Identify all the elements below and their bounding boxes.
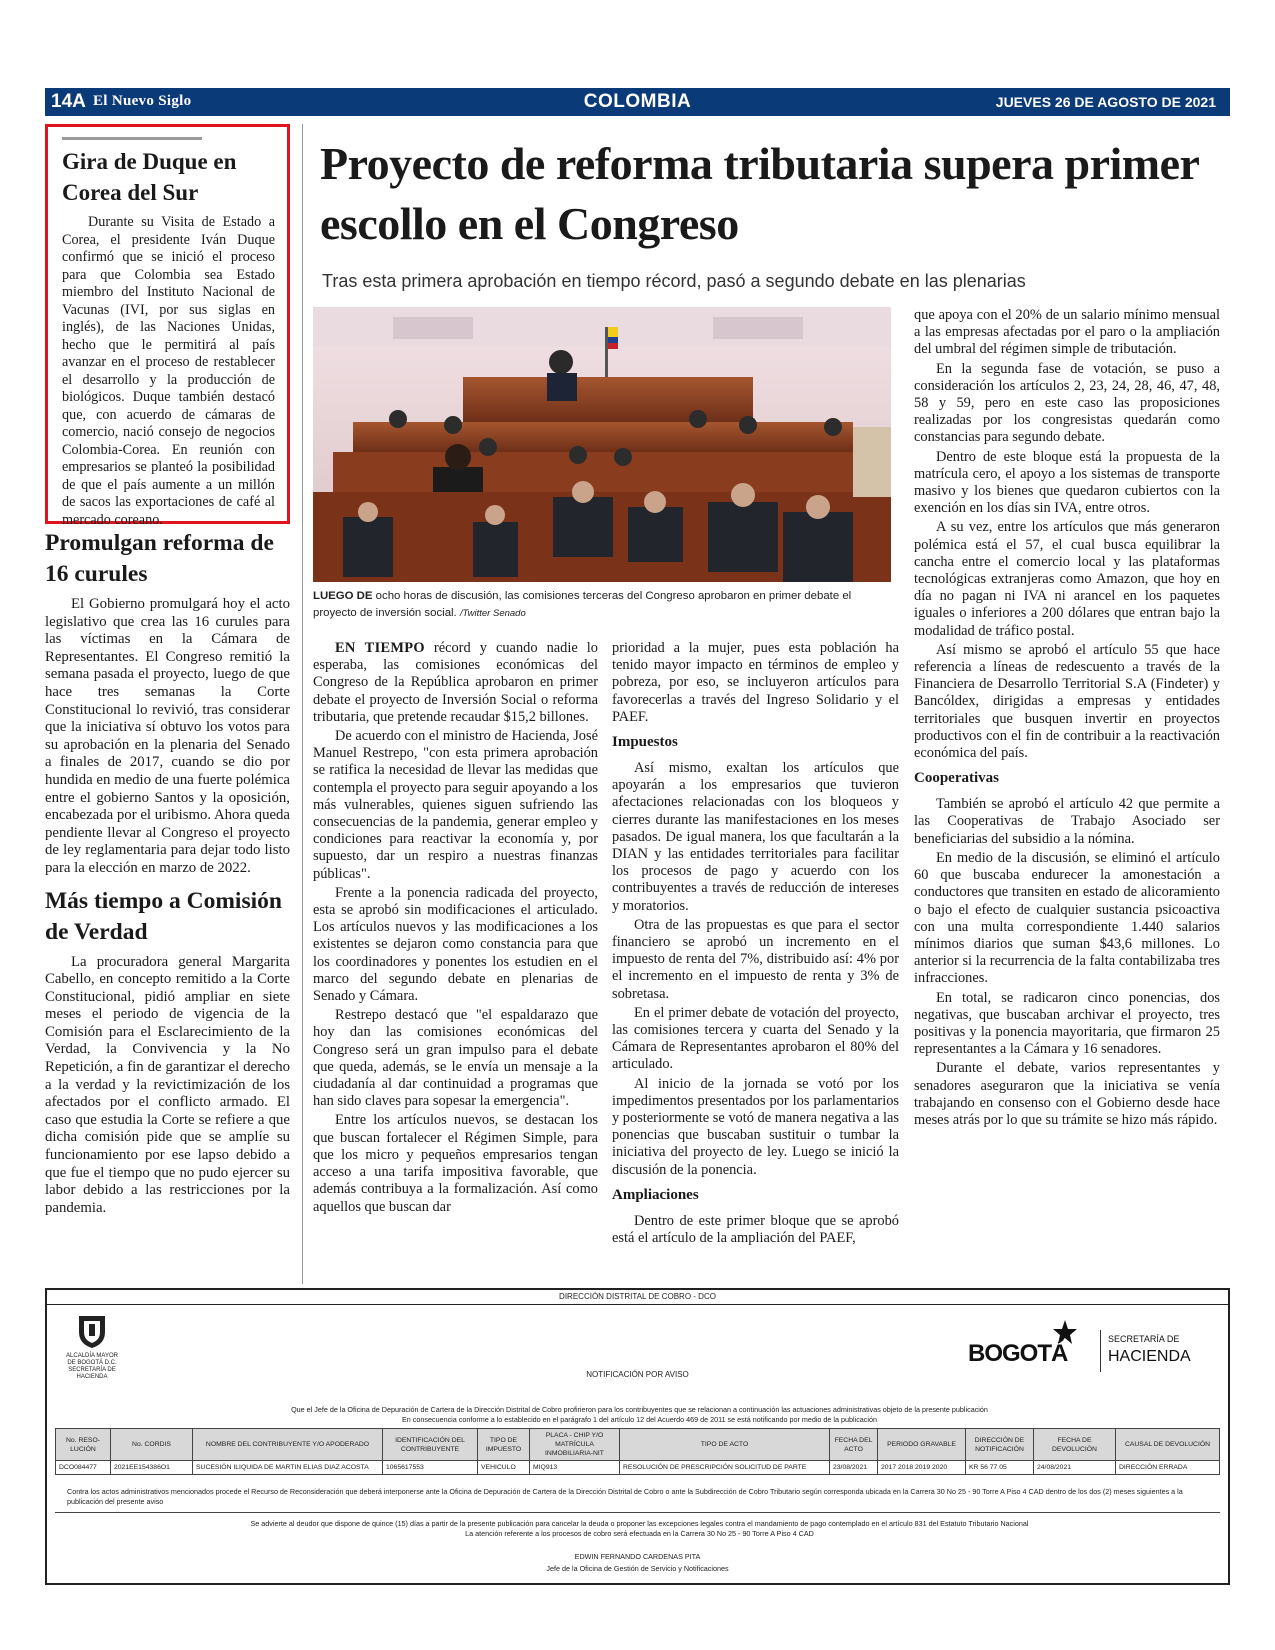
column-divider [302, 124, 303, 1284]
paragraph: Dentro de este primer bloque que se aprobó está el artículo de la ampliación del PAEF, [612, 1212, 899, 1247]
brief-body: El Gobierno promulgará hoy el acto legislativo que crea las 16 curules para las víctimas en la Cámara de Representantes. El Congreso remitió la semana pasada el proyecto, luego de que hace tres semanas la Corte Constitucional lo revivió, tras considerar que la iniciativa sí obtuvo los votos para su aprobación en la plenaria del Senado a finales de 2017, cuando se dio por hundida en medio de una fuerte polémica entre el gobierno Santos y la oposición, encabezada por el uribismo. Ahora queda pendiente llevar al Congreso el proyecto de ley reglamentaria para dejar todo listo para la elección en marzo de 2022. [45, 596, 290, 876]
table-cell: KR 56 77 05 [966, 1461, 1034, 1475]
congress-session-illustration [313, 307, 891, 582]
column-header: CAUSAL DE DEVOLUCIÓN [1116, 1429, 1220, 1461]
notice-rule [47, 1304, 1228, 1305]
table-cell: 24/08/2021 [1034, 1461, 1116, 1475]
section-header-bar [45, 88, 1230, 116]
table-cell: 2021EE154386O1 [111, 1461, 193, 1475]
page-number: 14A [51, 91, 86, 112]
bogota-wordmark: BOGOTÁ [968, 1340, 1068, 1367]
paragraph: En medio de la discusión, se eliminó el artículo 60 que buscaba endurecer la amonestación a conductores que transiten en estado de alicoramiento o bajo el efecto de cualquier sustancia psicoactiva con una multa correspondiente 1.440 salarios mínimos diarios que suman $43,6 millones. Lo anterior si la recurrencia de la falta contabilizaba tres infracciones. [914, 849, 1220, 987]
brief-16-curules [45, 528, 290, 878]
notice-intro-line: Que el Jefe de la Oficina de Depuración de Cartera de la Dirección Distrital de Cobro profirieron para los contribuyentes que se relacionan a continuación las actuaciones administrativas objeto de la presente publicación [291, 1405, 988, 1414]
notice-title: NOTIFICACIÓN POR AVISO [586, 1370, 689, 1379]
table-cell: SUCESIÓN ILIQUIDA DE MARTIN ELIAS DIAZ ACOSTA [193, 1461, 383, 1475]
column-header: No. CORDIS [111, 1429, 193, 1461]
column-header: TIPO DE IMPUESTO [478, 1429, 530, 1461]
column-header: TIPO DE ACTO [620, 1429, 830, 1461]
paragraph: A su vez, entre los artículos que más generaron polémica está el 57, el cual busca equilibrar la cancha entre el comercio local y las plataformas tecnológicas extranjeras como Amazon, que hoy en día no pagan ni IVA ni arancel en los paquetes iguales o inferiores a 200 dólares que entran bajo la modalidad de tráfico postal. [914, 519, 1220, 639]
paragraph: Así mismo se aprobó el artículo 55 que hace referencia a líneas de redescuento a través de la Financiera de Desarrollo Territorial S.A (Findeter) y Bancóldex, dirigidas a empresas y entidades territoriales que busquen invertir en proyectos productivos con el fin de contribuir a la reactivación económica del país. [914, 641, 1220, 762]
notice-department: DIRECCIÓN DISTRITAL DE COBRO - DCO [559, 1292, 716, 1301]
article-column-3 [914, 307, 1220, 1131]
table-cell: DIRECCIÓN ERRADA [1116, 1461, 1220, 1475]
article-column-1 [313, 640, 598, 1218]
paragraph: Así mismo, exaltan los artículos que apoyarán a los empresarios que tuvieron afectaciones relacionadas con los bloqueos y cierres durante las manifestaciones en los meses pasados. De igual manera, los que facultarán a la DIAN y las entidades territoriales para facilitar los procesos de pago y acuerdo con los contribuyentes a través de reducción de intereses y moratorios. [612, 760, 899, 914]
alcaldia-text: DE BOGOTÁ D.C. [67, 1360, 117, 1366]
paragraph: En total, se radicaron cinco ponencias, dos negativas, que buscaban archivar el proyecto, tres positivas y la ponencia mayoritaria, que firmaron 25 representantes a la Cámara y 16 senadores. [914, 989, 1220, 1058]
notice-warning [67, 1519, 1212, 1539]
notice-warning-line: Se advierte al deudor que dispone de quince (15) días a partir de la presente publicación para cancelar la deuda o proponer las excepciones legales contra el mandamiento de pago contemplado en el artículo 831 del Estatuto Tributario Nacional [250, 1519, 1029, 1528]
brief-title: Promulgan reforma de 16 curules [45, 530, 274, 587]
caption-text: ocho horas de discusión, las comisiones terceras del Congreso aprobaron en primer debate el proyecto de inversión social. [313, 590, 852, 619]
subheading-cooperativas: Cooperativas [914, 770, 999, 787]
table-cell: VEHICULO [478, 1461, 530, 1475]
table-cell: DCO084477 [56, 1461, 111, 1475]
paragraph: De acuerdo con el ministro de Hacienda, José Manuel Restrepo, "con esta primera aprobación se ratifica la necesidad de llevar las medidas que contempla el proyecto para seguir apoyando a los más vulnerables, quienes siguen sufriendo las consecuencias de la pandemia, generar empleo y condiciones para reactivar la economía y, por supuesto, dar un respiro a nuestras finanzas públicas". [313, 728, 598, 882]
notice-appeal-text: Contra los actos administrativos mencionados procede el Recurso de Reconsideración que deberá interponerse ante la Oficina de Depuración de Cartera de la Dirección Distrital de Cobro o ante la Subdirección de Cobro Tributario según corresponda ubicada en la Carrera 30 No 25 - 90 Torre A Piso 4 CAD dentro de los dos (2) meses siguientes a la publicación del presente aviso [67, 1487, 1183, 1506]
brief-body: La procuradora general Margarita Cabello, en concepto remitido a la Corte Constitucional, pidió ampliar en siete meses el periodo de vigencia de la Comisión para el Esclarecimiento de la Verdad, la Convivencia y la No Repetición, a fin de garantizar el derecho a la verdad y la revictimización de los afectados por el conflicto armado. El caso que estudia la Corte se refiere a que dicha comisión pide que se amplíe su funcionamiento por ese lapso debido a que fue el tiempo que no pudo ejercer su labor debido a las restricciones por la pandemia. [45, 953, 290, 1216]
hacienda-label: HACIENDA [1108, 1348, 1191, 1365]
paragraph: Otra de las propuestas es que para el sector financiero se aprobó un incremento en el impuesto de renta del 7%, distribuido así: 4% por el incremento en el impuesto de renta y 3% de sobretasa. [612, 916, 899, 1002]
paragraph: Frente a la ponencia radicada del proyecto, esta se aprobó sin modificaciones el articulado. Los artículos nuevos y las modificaciones a los existentes se dejaron como constancia para que los coordinadores y ponentes los estudien en el marco del segundo debate en plenarias de Senado y Cámara. [313, 884, 598, 1005]
table-cell: RESOLUCIÓN DE PRESCRIPCIÓN SOLICITUD DE PARTE [620, 1461, 830, 1475]
signer-name: EDWIN FERNANDO CARDENAS PITA [574, 1552, 701, 1561]
notice-table [55, 1428, 1220, 1475]
brief-comision-verdad [45, 886, 290, 1218]
table-cell: MIQ913 [530, 1461, 620, 1475]
table-cell: 2017 2018 2019 2020 [878, 1461, 966, 1475]
brief-title: Gira de Duque en Corea del Sur [62, 149, 237, 205]
paragraph: Al inicio de la jornada se votó por los impedimentos presentados por los parlamentarios y posteriormente se votó de manera negativa a las ponencias que buscaban sustituir o tumbar la iniciativa del proyecto de ley. Luego se inició la discusión de la ponencia. [612, 1075, 899, 1178]
lead-words: EN TIEMPO [335, 640, 425, 656]
paragraph: récord y cuando nadie lo esperaba, las comisiones económicas del Congreso de la República aprobaron en primer debate el proyecto de Inversión Social o reforma tributaria, que pretende recaudar $15,2 billones. [313, 640, 598, 725]
brief-body: Durante su Visita de Estado a Corea, el presidente Iván Duque confirmó que se inició el proceso para que Colombia sea Estado miembro del Instituto Nacional de Vacunas (IVI, por sus siglas en inglés), de las Naciones Unidas, hecho que le permitirá al país avanzar en el proceso de restablecer el desarrollo y la producción de biológicos. Duque también destacó que, con acuerdo de cámaras de comercio, nació consejo de negocios Colombia-Corea. En reunión con empresarios se planteó la posibilidad de que el país aumente a un millón de sacos las exportaciones de café al mercado coreano. [62, 214, 275, 528]
paragraph: Entre los artículos nuevos, se destacan los que buscan fortalecer el Régimen Simple, para que los micro y pequeños empresarios tengan acceso a una tarifa impositiva favorable, que además contribuya a la formalización. Así como aquellos que buscan dar [313, 1112, 598, 1215]
photo-caption [313, 588, 891, 622]
notice-warning-line: La atención referente a los procesos de cobro será efectuada en la Carrera 30 No 25 - 90 Torre A Piso 4 CAD [465, 1529, 814, 1538]
newspaper-name: El Nuevo Siglo [93, 93, 192, 109]
subheading-ampliaciones: Ampliaciones [612, 1186, 699, 1203]
alcaldia-text: ALCALDÍA MAYOR [66, 1353, 118, 1359]
paragraph: En el primer debate de votación del proyecto, las comisiones tercera y cuarta del Senado y la Cámara de Representantes aprobaron el 80% del articulado. [612, 1004, 899, 1073]
article-column-2 [612, 640, 899, 1249]
column-header: IDENTIFICACIÓN DEL CONTRIBUYENTE [383, 1429, 478, 1461]
column-header: FECHA DE DEVOLUCIÓN [1034, 1429, 1116, 1461]
table-cell: 1065617553 [383, 1461, 478, 1475]
brief-title: Más tiempo a Comisión de Verdad [45, 887, 282, 945]
coat-of-arms-icon [75, 1312, 109, 1350]
column-header: NOMBRE DEL CONTRIBUYENTE Y/O APODERADO [193, 1429, 383, 1461]
congress-photo [313, 307, 891, 582]
column-header: FECHA DEL ACTO [830, 1429, 878, 1461]
brief-rule [62, 137, 202, 140]
legal-notice [45, 1288, 1230, 1585]
paragraph: En la segunda fase de votación, se puso a consideración los artículos 2, 23, 24, 28, 46, 47, 48, 58 y 59, pero en este caso las proposiciones realizadas por los congresistas quedarán como constancias para segundo debate. [914, 360, 1220, 446]
column-header: PERIODO GRAVABLE [878, 1429, 966, 1461]
alcaldia-text: SECRETARÍA DE HACIENDA [68, 1367, 116, 1380]
briefs-column [45, 124, 290, 1217]
notice-intro [67, 1405, 1212, 1425]
issue-date: JUEVES 26 DE AGOSTO DE 2021 [995, 94, 1216, 110]
column-header: DIRECCIÓN DE NOTIFICACIÓN [966, 1429, 1034, 1461]
brief-duque-corea [45, 124, 290, 528]
article-subhead: Tras esta primera aprobación en tiempo récord, pasó a segundo debate en las plenarias [322, 271, 1026, 291]
paragraph: prioridad a la mujer, pues esta población ha tenido mayor impacto en términos de empleo y pobreza, por eso, se incluyeron artículos para favorecerlas a través del Ingreso Solidario y el PAEF. [612, 640, 899, 725]
bogota-hacienda-logo [968, 1318, 1198, 1378]
table-header-row [56, 1429, 1220, 1461]
notice-intro-line: En consecuencia conforme a lo establecido en el parágrafo 1 del artículo 12 del Acuerdo 469 de 2011 se está notificando por medio de la publicación [402, 1415, 877, 1424]
paragraph: Durante el debate, varios representantes y senadores aseguraron que la iniciativa se venía trabajando en consenso con el Gobierno desde hace meses atrás por lo que su trámite se hizo más rápido. [914, 1060, 1220, 1128]
notice-rule [55, 1512, 1220, 1513]
logo-divider [1100, 1330, 1101, 1372]
signer-role: Jefe de la Oficina de Gestión de Servicio y Notificaciones [546, 1564, 729, 1573]
paragraph: que apoya con el 20% de un salario mínimo mensual a las empresas afectadas por el paro o la ampliación del umbral del régimen simple de tributación. [914, 307, 1220, 358]
caption-lead: LUEGO DE [313, 590, 373, 602]
photo-credit: /Twitter Senado [459, 608, 526, 619]
table-row [56, 1461, 1220, 1475]
column-header: PLACA - CHIP Y/O MATRÍCULA INMOBILIARIA-NIT [530, 1429, 620, 1461]
paragraph: Restrepo destacó que "el espaldarazo que hoy dan las comisiones económicas del Congreso será un gran impulso para el debate que queda, además, se le envía un mensaje a la ciudadanía al dar continuidad a programas que han sido claves para sopesar la emergencia". [313, 1007, 598, 1110]
subheading-impuestos: Impuestos [612, 734, 678, 751]
paragraph: También se aprobó el artículo 42 que permite a las Cooperativas de Trabajo Asociado ser beneficiarias del subsidio a la nómina. [914, 796, 1220, 847]
secretaria-label: SECRETARÍA DE [1108, 1334, 1180, 1344]
article-headline: Proyecto de reforma tributaria supera primer escollo en el Congreso [320, 138, 1199, 249]
paragraph: Dentro de este bloque está la propuesta de la matrícula cero, el apoyo a los sistemas de transporte masivo y los bienes que quedaron cubiertos con la exención en los días sin IVA, entre otros. [914, 448, 1220, 517]
table-cell: 23/08/2021 [830, 1461, 878, 1475]
column-header: No. RESO-LUCIÓN [56, 1429, 111, 1461]
section-name: COLOMBIA [583, 91, 692, 112]
